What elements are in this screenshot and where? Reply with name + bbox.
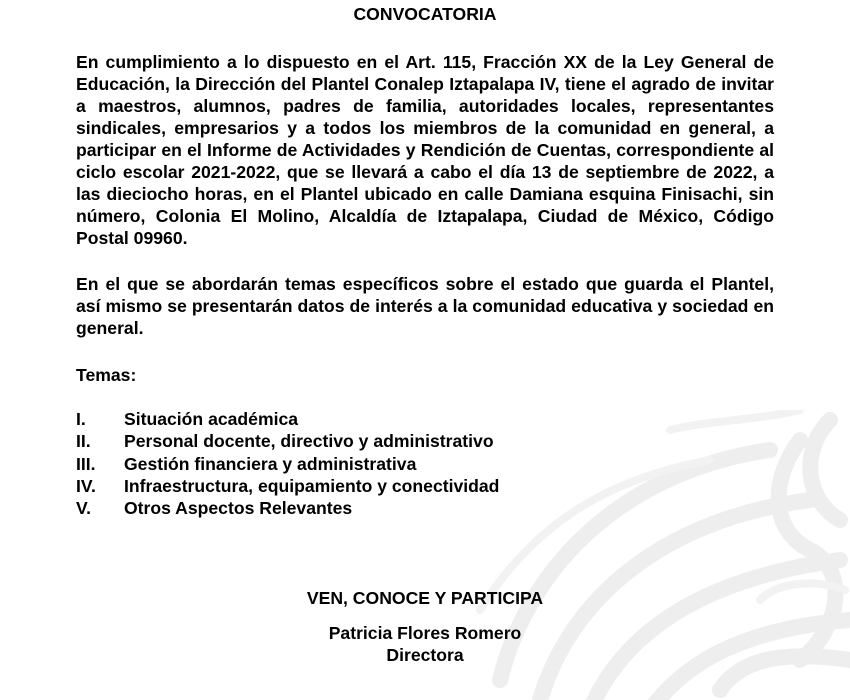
list-item-number: I. bbox=[76, 409, 86, 429]
list-item-number: II. bbox=[76, 431, 91, 452]
document-title: CONVOCATORIA bbox=[353, 4, 497, 24]
slogan: VEN, CONOCE Y PARTICIPA bbox=[306, 588, 544, 608]
list-item-number: V. bbox=[76, 498, 92, 519]
topics-list bbox=[76, 408, 499, 519]
list-item-text: Personal docente, directivo y administrativo bbox=[124, 431, 494, 452]
list-item-text: Otros Aspectos Relevantes bbox=[124, 498, 353, 519]
signatory-name: Patricia Flores Romero bbox=[328, 623, 522, 643]
topics-heading: Temas: bbox=[76, 365, 137, 385]
list-item-text: Infraestructura, equipamiento y conectividad bbox=[124, 475, 500, 496]
list-item-text: Situación académica bbox=[124, 409, 299, 429]
signatory-role: Directora bbox=[386, 645, 464, 665]
list-item bbox=[76, 408, 499, 430]
list-item bbox=[76, 497, 499, 519]
list-item bbox=[76, 453, 499, 475]
list-item bbox=[76, 430, 499, 452]
topics-intro-paragraph: En el que se abordarán temas específicos sobre el estado que guarda el Plantel, así mismo se presentarán datos de interés a la comunidad educativa y sociedad en general. bbox=[76, 274, 774, 338]
invitation-paragraph: En cumplimiento a lo dispuesto en el Art. 115, Fracción XX de la Ley General de Educación, la Dirección del Plantel Conalep Iztapalapa IV, tiene el agrado de invitar a maestros, alumnos, padres de familia, autoridades locales, representantes sindicales, empresarios y a todos los miembros de la comunidad en general, a participar en el Informe de Actividades y Rendición de Cuentas, correspondiente al ciclo escolar 2021-2022, que se llevará a cabo el día 13 de septiembre de 2022, a las dieciocho horas, en el Plantel ubicado en calle Damiana esquina Finisachi, sin número, Colonia El Molino, Alcaldía de Iztapalapa, Ciudad de México, Código Postal 09960. bbox=[76, 52, 774, 248]
list-item-text: Gestión financiera y administrativa bbox=[124, 453, 417, 474]
list-item-number: IV. bbox=[76, 475, 96, 496]
list-item-number: III. bbox=[76, 453, 96, 474]
list-item bbox=[76, 475, 499, 497]
